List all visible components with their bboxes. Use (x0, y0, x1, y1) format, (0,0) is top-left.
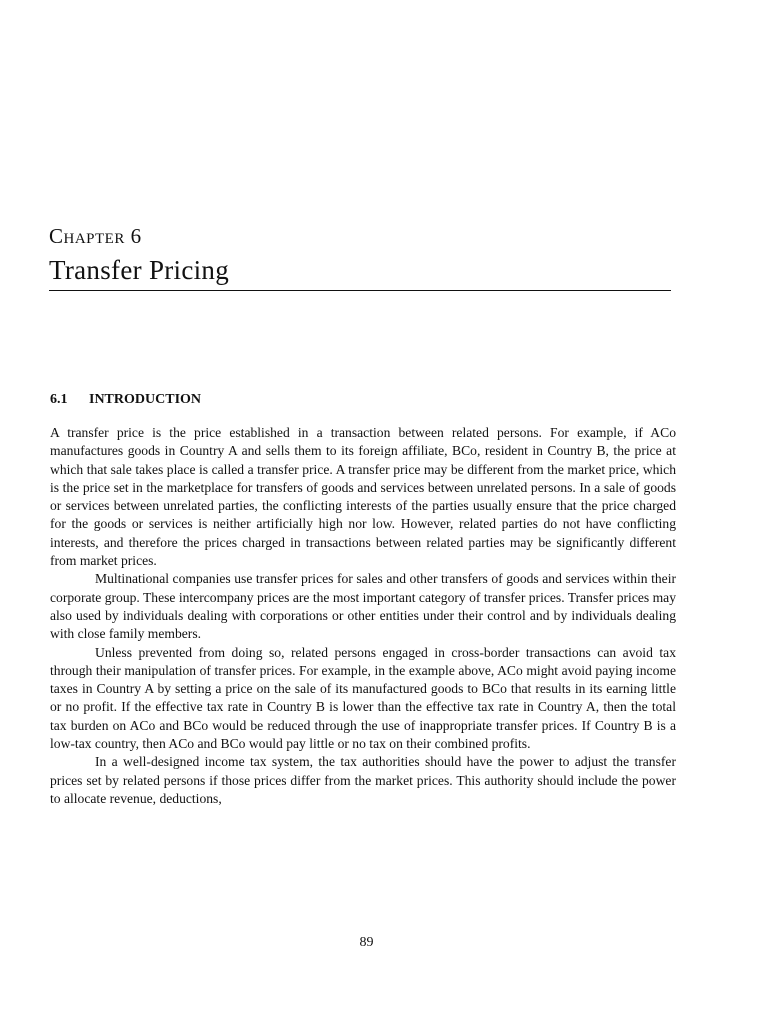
paragraph-2: Multinational companies use transfer prices for sales and other transfers of goods and services within their corporate group. These intercompany prices are the most important category of transfer prices. Transfer prices may also used by individuals dealing with corporations or other entities under their control and by individuals dealing with close family members. (50, 571, 676, 642)
section-title: INTRODUCTION (89, 392, 202, 407)
title-rule (49, 290, 671, 291)
paragraph-4: In a well-designed income tax system, the tax authorities should have the power to adjust the transfer prices set by related persons if those prices differ from the market prices. This authority should include the power to allocate revenue, deductions, (50, 754, 676, 806)
chapter-title: Transfer Pricing (49, 255, 230, 285)
section-number: 6.1 (50, 392, 68, 407)
section-heading (50, 391, 201, 409)
paragraph-1: A transfer price is the price established in a transaction between related persons. For example, if ACo manufactures goods in Country A and sells them to its foreign affiliate, BCo, resident in Country B, the price at which that sale takes place is called a transfer price. A transfer price may be different from the market price, which is the price set in the marketplace for transfers of goods and services between unrelated persons. In a sale of goods or services between unrelated parties, the conflicting interests of the parties usually ensure that the price charged for the goods or services is neither artificially high nor low. However, related parties do not have conflicting interests, and therefore the prices charged in transactions between related parties may be significantly different from market prices. (50, 425, 676, 569)
chapter-label: Chapter 6 (49, 224, 142, 248)
body-text (50, 424, 676, 808)
paragraph-3: Unless prevented from doing so, related persons engaged in cross-border transactions can avoid tax through their manipulation of transfer prices. For example, in the example above, ACo might avoid paying income taxes in Country A by setting a price on the sale of its manufactured goods to BCo that results in its earning little or no profit. If the effective tax rate in Country B is lower than the effective tax rate in Country A, then the total tax burden on ACo and BCo would be reduced through the use of inappropriate transfer prices. If Country B is a low-tax country, then ACo and BCo would pay little or no tax on their combined profits. (50, 644, 676, 752)
page-number: 89 (359, 935, 374, 950)
